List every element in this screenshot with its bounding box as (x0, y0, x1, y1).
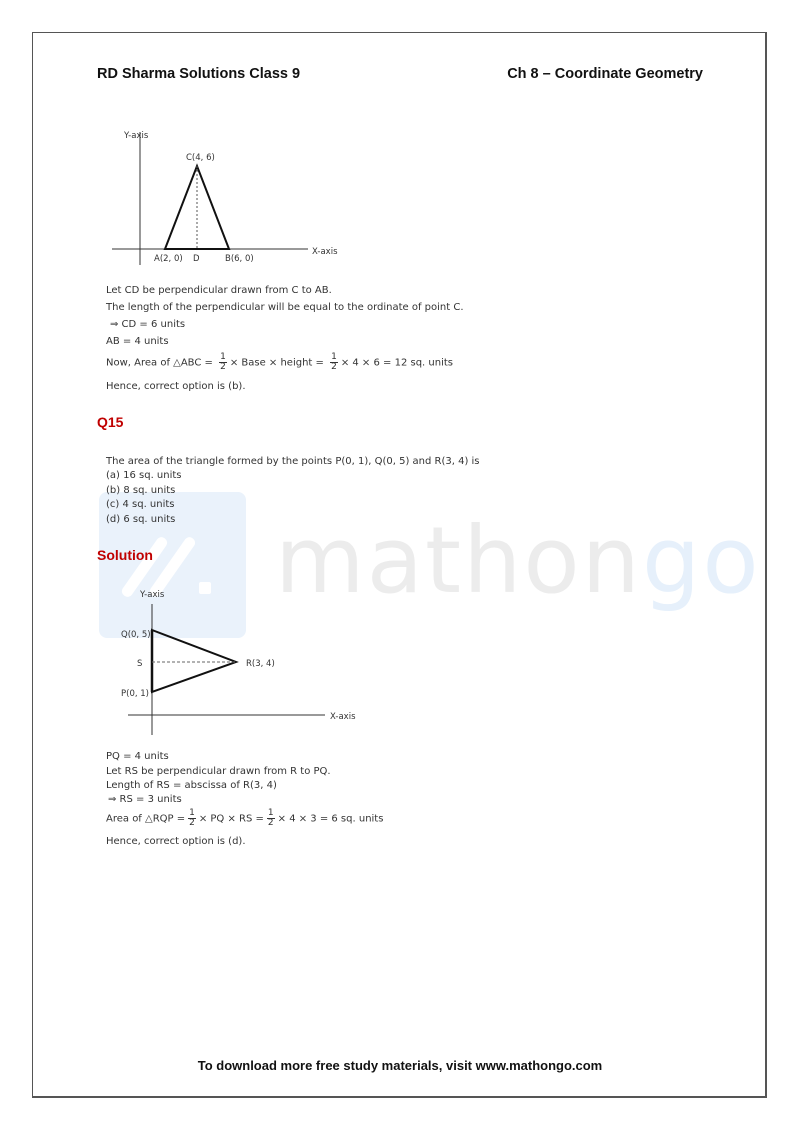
area-suffix: × 4 × 3 = 6 sq. units (277, 813, 384, 825)
fraction-numerator: 1 (189, 808, 195, 818)
x-axis-label: X-axis (330, 712, 356, 722)
solution15-line-2: Let RS be perpendicular drawn from R to PQ. (106, 766, 331, 777)
solution14-conclusion: Hence, correct option is (b). (106, 381, 246, 392)
fraction-denominator: 2 (267, 818, 274, 828)
point-d-label: D (193, 254, 200, 264)
option-c: (c) 4 sq. units (106, 499, 175, 510)
solution14-line-1: Let CD be perpendicular drawn from C to AB. (106, 285, 332, 296)
question-text: The area of the triangle formed by the points P(0, 1), Q(0, 5) and R(3, 4) is (106, 456, 480, 467)
fraction-numerator: 1 (220, 352, 226, 362)
point-p-label: P(0, 1) (121, 689, 149, 699)
x-axis-label: X-axis (312, 247, 338, 257)
solution15-line-4: ⇒ RS = 3 units (108, 794, 182, 805)
solution-label: Solution (97, 547, 153, 563)
fraction-denominator: 2 (189, 818, 195, 828)
solution15-line-1: PQ = 4 units (106, 751, 169, 762)
watermark-text-main: mathon (275, 507, 642, 614)
point-b-label: B(6, 0) (225, 254, 254, 264)
point-a-label: A(2, 0) (154, 254, 183, 264)
fraction-half (330, 353, 338, 372)
area-suffix: × 4 × 6 = 12 sq. units (340, 357, 453, 369)
y-axis-label: Y-axis (140, 590, 165, 600)
area-prefix: Area of △RQP = (106, 813, 186, 825)
area-prefix: Now, Area of △ABC = (106, 357, 213, 369)
watermark-text-accent: go (641, 507, 761, 614)
fraction-denominator: 2 (331, 362, 337, 372)
fraction-numerator: 1 (267, 808, 274, 818)
solution15-area-formula (106, 809, 383, 830)
fraction-numerator: 1 (331, 352, 337, 362)
solution15-line-3: Length of RS = abscissa of R(3, 4) (106, 780, 277, 791)
area-mid: × Base × height = (229, 357, 324, 369)
point-q-label: Q(0, 5) (121, 630, 151, 640)
fraction-half (267, 809, 275, 828)
area-mid: × PQ × RS = (198, 813, 264, 825)
point-s-label: S (137, 659, 143, 669)
solution14-line-4: AB = 4 units (106, 336, 169, 347)
fraction-half (188, 809, 196, 828)
option-a: (a) 16 sq. units (106, 470, 182, 481)
header-book-title: RD Sharma Solutions Class 9 (97, 66, 301, 82)
solution14-line-3: ⇒ CD = 6 units (110, 319, 186, 330)
fraction-denominator: 2 (220, 362, 226, 372)
triangle-abc-diagram (100, 120, 360, 275)
solution14-line-2: The length of the perpendicular will be equal to the ordinate of point C. (106, 302, 464, 313)
point-r-label: R(3, 4) (246, 659, 275, 669)
footer-download-note: To download more free study materials, visit www.mathongo.com (197, 1058, 603, 1073)
triangle-pqr-diagram (100, 580, 370, 740)
solution14-area-formula (106, 353, 453, 374)
solution15-conclusion: Hence, correct option is (d). (106, 836, 246, 847)
option-d: (d) 6 sq. units (106, 514, 176, 525)
header-chapter-title: Ch 8 – Coordinate Geometry (507, 66, 703, 82)
option-b: (b) 8 sq. units (106, 485, 176, 496)
point-c-label: C(4, 6) (186, 153, 215, 163)
y-axis-label: Y-axis (124, 131, 149, 141)
fraction-half (219, 353, 227, 372)
question-label: Q15 (97, 414, 124, 430)
